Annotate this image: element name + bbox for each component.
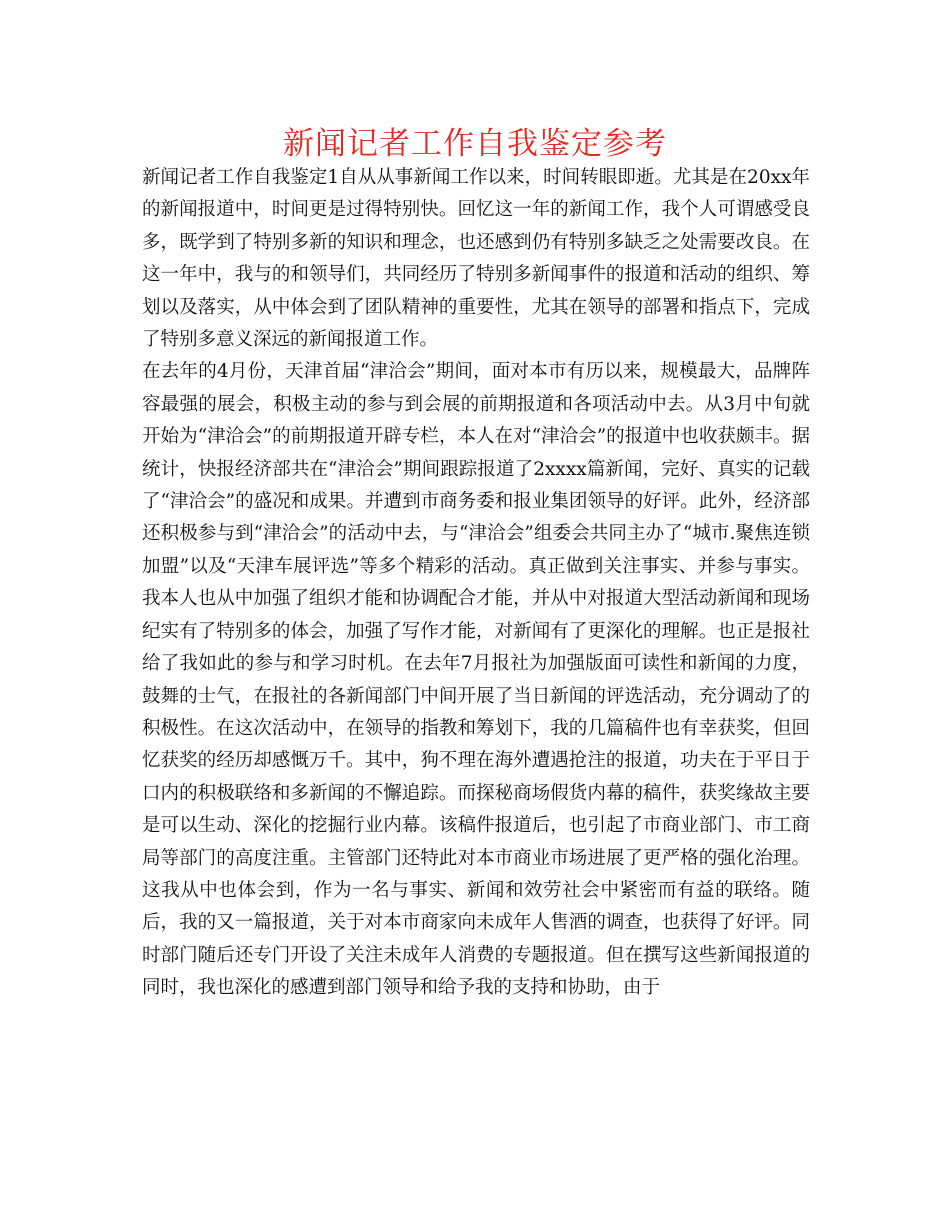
paragraph-2: 在去年的4月份，天津首届“津洽会”期间，面对本市有历以来，规模最大，品牌阵容最强的展会，积极主动的参与到会展的前期报道和各项活动中去。从3月中旬就开始为“津洽会”的前期报道开辟专栏，本人在对“津洽会”的报道中也收获颇丰。据统计，快报经济部共在“津洽会”期间跟踪报道了2xxxx篇新闻，完好、真实的记载了“津洽会”的盛况和成果。并遭到市商务委和报业集团领导的好评。此外，经济部还积极参与到“津洽会”的活动中去，与“津洽会”组委会共同主办了“城市.聚焦连锁加盟”以及“天津车展评选”等多个精彩的活动。真正做到关注事实、并参与事实。我本人也从中加强了组织才能和协调配合才能，并从中对报道大型活动新闻和现场纪实有了特别多的体会，加强了写作才能，对新闻有了更深化的理解。也正是报社给了我如此的参与和学习时机。在去年7月报社为加强版面可读性和新闻的力度，鼓舞的士气，在报社的各新闻部门中间开展了当日新闻的评选活动，充分调动了的积极性。在这次活动中，在领导的指教和筹划下，我的几篇稿件也有幸获奖，但回忆获奖的经历却感慨万千。其中，狗不理在海外遭遇抢注的报道，功夫在于平日于口内的积极联络和多新闻的不懈追踪。而探秘商场假货内幕的稿件，获奖缘故主要是可以生动、深化的挖掘行业内幕。该稿件报道后，也引起了市商业部门、市工商局等部门的高度注重。主管部门还特此对本市商业市场进展了更严格的强化治理。这我从中也体会到，作为一名与事实、新闻和效劳社会中紧密而有益的联络。随后，我的又一篇报道，关于对本市商家向未成年人售酒的调查，也获得了好评。同时部门随后还专门开设了关注未成年人消费的专题报道。但在撰写这些新闻报道的同时，我也深化的感遭到部门领导和给予我的支持和协助，由于 bbox=[142, 361, 810, 999]
paragraph-1: 新闻记者工作自我鉴定1自从从事新闻工作以来，时间转眼即逝。尤其是在20xx年的新闻报道中，时间更是过得特别快。回忆这一年的新闻工作，我个人可谓感受良多，既学到了特别多新的知识和理念，也还感到仍有特别多缺乏之处需要改良。在这一年中，我与的和领导们，共同经历了特别多新闻事件的报道和活动的组织、筹划以及落实，从中体会到了团队精神的重要性，尤其在领导的部署和指点下，完成了特别多意义深远的新闻报道工作。 bbox=[142, 167, 810, 351]
document-body bbox=[142, 162, 810, 1005]
document-title: 新闻记者工作自我鉴定参考 bbox=[283, 126, 667, 162]
